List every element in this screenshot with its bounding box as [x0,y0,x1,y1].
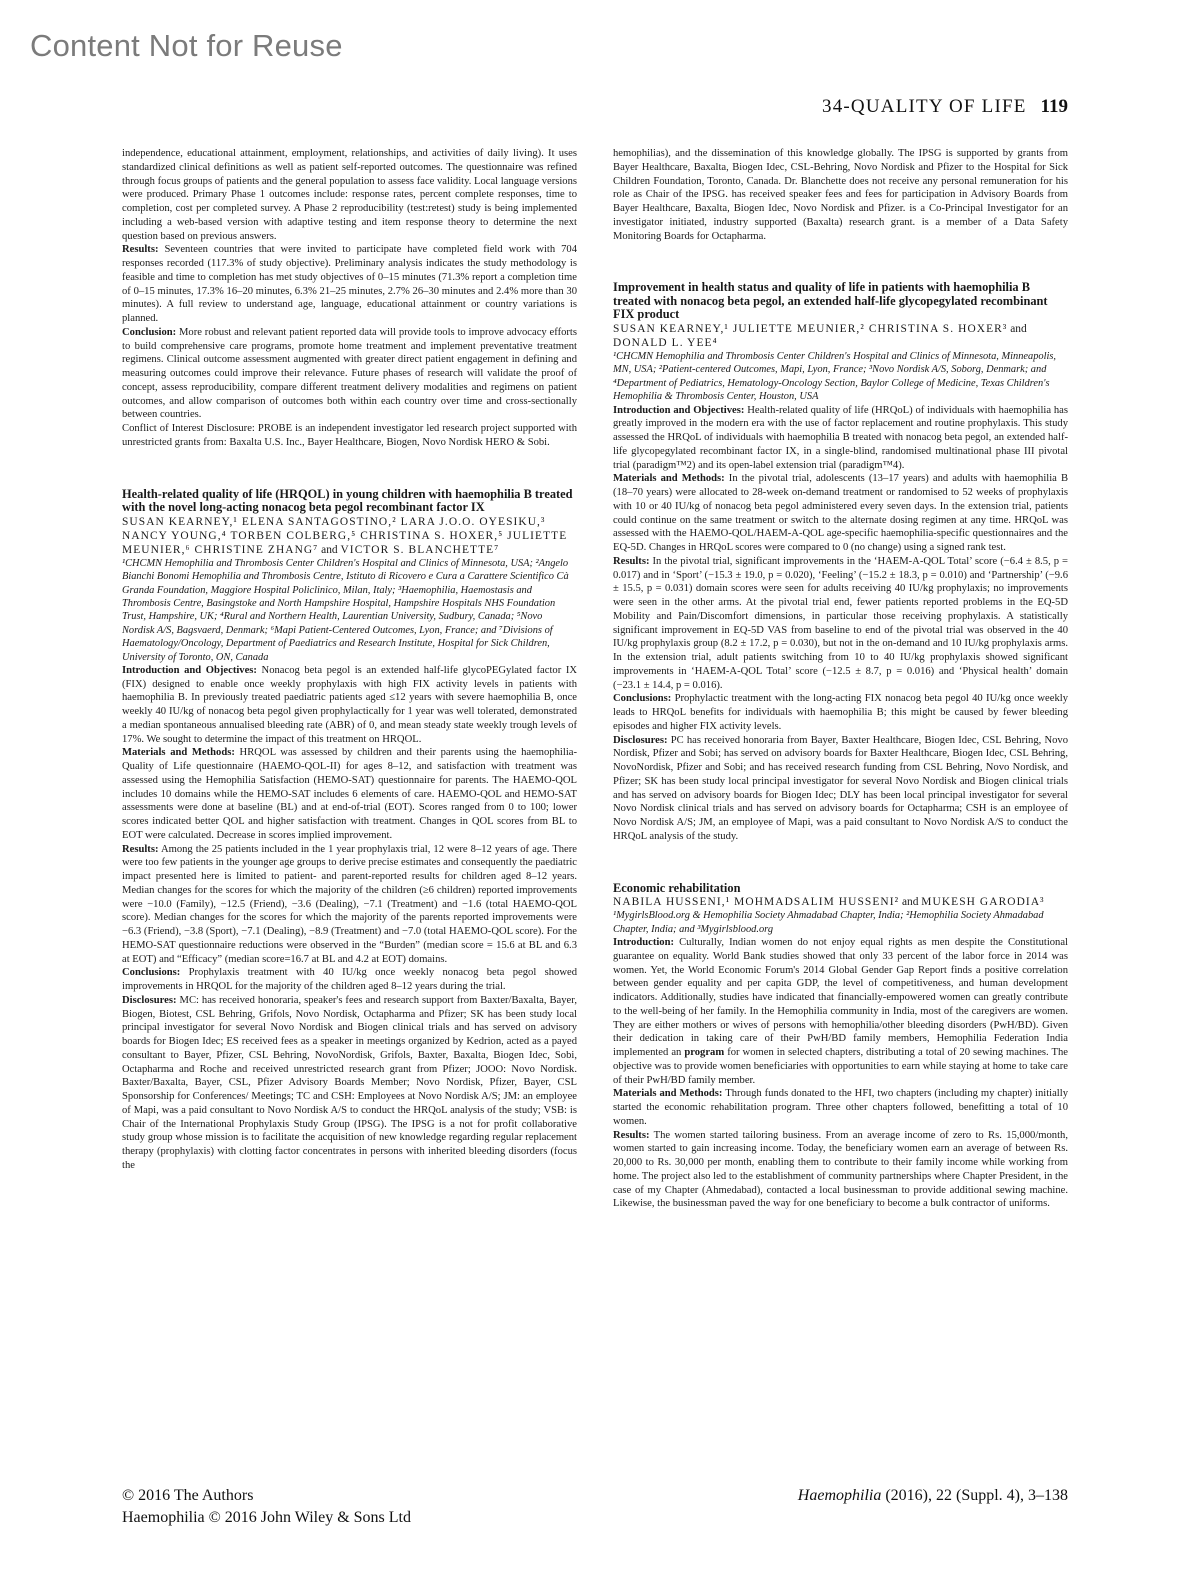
abstract-title: Improvement in health status and quality of life in patients with haemophilia B treated with nonacog beta pegol, an extended half-life glycopegylated recombinant FIX product [613,280,1048,322]
running-head [822,96,1068,118]
continued-intro-text: independence, educational attainment, employment, relationships, and activities of daily living). It uses standardized clinical definitions as well as patient self-reported outcomes. The questionnaire was refined through focus groups of patients and the general population to assess face validity. Local language versions were produced. Primary Phase 1 outcomes include: response rates, percent complete responses, time to completion, cost per completed survey. A Phase 2 reproducibility (test:retest) study is being implemented including a web-based version with adaptive testing and item response theory to determine the next question based on previous answers. [122,148,577,242]
results-section: Results: The women started tailoring business. From an average income of zero to Rs. 15,000/month, women started to gain increasing income. Today, the beneficiary women earn an average of between Rs. 20,000 to Rs. 30,000 per month, enabling them to contribute to their family income while working from home. The project also led to the establishment of community partnerships where Chapter President, in the case of my Chapter (Ahmedabad), contacted a local businessman to provide additional sewing machine. Likewise, the businessman paved the way for one beneficiary to become a bulk contractor of uniforms. [613,1129,1068,1210]
intro-section: Introduction and Objectives: Health-related quality of life (HRQoL) of individuals with haemophilia has greatly improved in the modern era with the use of factor replacement and routine prophylaxis. This study assessed the HRQoL of individuals with haemophilia B treated with nonacog beta pegol, an extended half-life glycopegylated recombinant factor IX, in a single-blind, randomised multinational phase III pivotal trial (paradigm™2) and its open-label extension trial (paradigm™4). [613,404,1068,471]
continued-conclusion-section [122,326,577,422]
results-section: Results: Among the 25 patients included in the 1 year prophylaxis trial, 12 were 8–12 years of age. There were too few patients in the younger age groups to derive precise estimates and consequently the paediatric impact presented here is limited to patient- and parent-reported results for children aged 8–12 years. Median changes for the scores for which the majority of the children (≥6 children) reported improvements were −10.0 (Family), −12.5 (Friend), −3.6 (Dealing), −7.1 (Treatment) and −1.6 (total HAEMO-QOL score). Median changes for the scores for which the majority of the parents reported improvements were −6.3 (Friend), −3.8 (Sport), −7.1 (Dealing), −8.9 (Treatment) and −7.0 (total HAEMO-QOL score). For the HEMO-SAT questionnaire reductions were observed in the “Burden” (median score = 15.6 at BL and 6.3 at EOT) and “Efficacy” (median score=16.7 at BL and 4.2 at EOT) domains. [122,843,577,965]
intro-section: Introduction and Objectives: Nonacog beta pegol is an extended half-life glycoPEGylated factor IX (FIX) designed to enable once weekly prophylaxis with high FIX activity levels in patients with haemophilia B. In previously treated paediatric patients aged ≤12 years with severe haemophilia B, once weekly 40 IU/kg of nonacog beta pegol given prophylactically for 1 year was well tolerated, demonstrated a median spontaneous annualised bleeding rate (ABR) of 0, and mean steady state weekly trough levels of 17%. We sought to determine the impact of this treatment on HRQOL. [122,664,578,745]
abstract-title: Health-related quality of life (HRQOL) in young children with haemophilia B treated with the novel long-acting nonacog beta pegol recombinant factor IX [122,486,573,515]
footer-copyright [122,1485,411,1529]
program-keyword: program [684,1047,725,1059]
right-column [613,147,1068,1211]
results-section: Results: In the pivotal trial, significant improvements in the ‘HAEM-A-QOL Total’ score (−6.4 ± 8.5, p = 0.017) and in ‘Sport’ (−15.3 ± 19.0, p = 0.020), ‘Feeling’ (−15.2 ± 18.3, p = 0.010) and ‘Partnership’ (−9.6 ± 15.5, p = 0.031) domain scores were seen for adults receiving 40 IU/kg prophylaxis; no improvements were seen in the other arms. At the pivotal trial end, fewer patients reported problems in the EQ-5D Mobility and Pain/Discomfort dimensions, in particular those receiving prophylaxis. A statistically significant improvement in EQ-5D VAS from baseline to end of the pivotal trial was observed in the 40 IU/kg prophylaxis group (8.2 ± 17.2, p = 0.030), but not in the on-demand and 10 IU/kg prophylaxis arms. In the extension trial, adult patients switching from 10 to 40 IU/kg prophylaxis showed significant improvements in ‘HAEM-A-QOL Total’ score (−12.5 ± 8.7, p = 0.016) and ‘Physical health’ domain (−23.1 ± 14.4, p = 0.016). [613,555,1068,691]
page-number: 119 [1040,96,1068,117]
left-column [122,147,577,1173]
disclosures-section: Disclosures: MC: has received honoraria, speaker's fees and research support from Baxter/Baxalta, Bayer, Biogen, Biotest, CSL Behring, Grifols, Novo Nordisk, Octapharma and Pfizer; SK has been study local principal investigator for several Novo Nordisk and Biogen clinical trials and has served on advisory boards for Biogen Idec; ES received fees as a speaker in meetings organized by Kedrion, acted as a payed consultant to Bayer, Pfizer, CSL Behring, NovoNordisk, Grifols, Baxter, Baxalta, Biogen Idec, Sobi, Octapharma and Roche and received unrestricted research grant from Pfizer; JOOO: Novo Nordisk. Baxter/Baxalta, Bayer, CSL, Pfizer Advisory Boards Member; Novo Nordisk, Pfizer, Bayer, CSL Sponsorship for Conferences/ Meetings; TC and CSH: Employees at Novo Nordisk A/S; JM: an employee of Mapi, was a paid consultant to Novo Nordisk A/S to conduct the HRQoL analysis of the study; VSB: is Chair of the International Prophylaxis Study Group (IPSG). The IPSG is a not for profit collaborative study group whose mission is to facilitate the acquisition of new knowledge regarding regular replacement therapy (prophylaxis) with clotting factor concentrates in persons with inherited bleeding disorders (focus the [122,994,577,1171]
methods-section: Materials and Methods: Through funds donated to the HFI, two chapters (including my chapter) initially started the economic rehabilitation program. Three other chapters followed, benefitting a total of 10 women. [613,1088,1068,1127]
intro-section: Introduction: Culturally, Indian women do not enjoy equal rights as men despite the Constitutional guarantee on equality. World Bank studies showed that only 33 percent of the labor force in 2014 was women. Yet, the World Economic Forum's 2014 Global Gender Gap Report finds a positive correlation between gender equality and per capita GDP, the level of competitiveness, and human development indicators. Additionally, studies have indicated that financially-empowered women can greatly contribute to the well-being of her family. In the Hemophilia community in India, most of the caregivers are women. They are either mothers or wives of persons with hemophilia/other bleeding disorders (PwH/BD). Given their dedication in taking care of their PwH/BD family members, Hemophilia Federation India implemented an program for women in selected chapters, distributing a total of 20 sewing machines. The objective was to provide women beneficiaries with opportunities to earn while staying at home to take care of their PwH/BD family member. [613,937,1068,1086]
methods-section: Materials and Methods: HRQOL was assessed by children and their parents using the haemophilia-Quality of Life questionnaire (HAEMO-QOL-II) for ages 8–12, and satisfaction with treatment was assessed using the Hemophilia Satisfaction (HEMO-SAT) questionnaire for parents. The HAEMO-QOL includes 10 domains while the HEMO-SAT includes 6 elements of care. HAEMO-QOL and HEMO-SAT assessments were done at baseline (BL) and at end-of-trial (EOT). Scores ranged from 0 to 100; lower scores indicated better QOL and higher satisfaction with treatment. Changes in QOL scores from BL to EOT were calculated. Decrease in scores implied improvement. [122,747,577,841]
author-list: SUSAN KEARNEY,¹ JULIETTE MEUNIER,² CHRISTINA S. HOXER³ and DONALD L. YEE⁴ [613,323,1027,350]
results-text: Seventeen countries that were invited to participate have completed field work with 704 responses recorded (117.3% of study objective). Preliminary analysis indicates the study methodology is feasible and time to completion has met study objectives of 0–15 minutes (71.3% report a completion time of 0–15 minutes, 17.3% 16–20 minutes, 6.3% 21–25 minutes, 2.7% 26–30 minutes and 2.4% more than 30 minutes). A full review to understand age, language, educational attainment or country variations is planned. [122,244,577,324]
journal-name: Haemophilia [797,1487,882,1504]
citation-text: (2016), 22 (Suppl. 4), 3–138 [881,1487,1068,1504]
watermark: Content Not for Reuse [30,28,343,63]
footer-citation [798,1485,1068,1507]
conflict-of-interest-text: Conflict of Interest Disclosure: PROBE is an independent investigator led research project supported with unrestricted grants from: Baxalta U.S. Inc., Bayer Healthcare, Biogen, Novo Nordisk HERO & Sobi. [122,423,577,448]
copyright-publisher: Haemophilia © 2016 John Wiley & Sons Ltd [122,1509,411,1526]
continued-results-section [122,243,577,326]
author-affiliations: ¹MygirlsBlood.org & Hemophilia Society Ahmadabad Chapter, India; ²Hemophilia Society Ahmadabad Chapter, India; and ³Mygirlsblood.org [613,910,1044,935]
author-affiliations: ¹CHCMN Hemophilia and Thrombosis Center Children's Hospital and Clinics of Minnesota, USA; ²Angelo Bianchi Bonomi Hemophilia and Thrombosis Centre, Istituto di Ricovero e Cura a Carattere Scientifico Cà Granda Foundation, Maggiore Hospital Policlinico, Milan, Italy; ³Haemophilia, Haemostasis and Thrombosis Centre, Basingstoke and North Hampshire Hospital, Hampshire Hospitals NHS Foundation Trust, Hampshire, UK; ⁴Rural and Northern Health, Laurentian University, Sudbury, Canada; ⁵Novo Nordisk A/S, Bagsvaerd, Denmark; ⁶Mapi Patient-Centered Outcomes, Lyon, France; and ⁷Divisions of Haematology/Oncology, Department of Paediatrics and Research Institute, Hospital for Sick Children, University of Toronto, ON, Canada [122,557,569,663]
conclusions-section: Conclusions: Prophylaxis treatment with 40 IU/kg once weekly nonacog beta pegol showed improvements in HRQOL for the majority of the children aged 8–12 years during the trial. [122,967,577,993]
conclusion-label: Conclusion: [122,326,177,338]
section-title: 34-QUALITY OF LIFE [822,96,1027,117]
methods-section: Materials and Methods: In the pivotal trial, adolescents (13–17 years) and adults with haemophilia B (18–70 years) were allocated to 28-week on-demand treatment or randomised to 52 weeks of prophylaxis with 10 or 40 IU/kg of nonacog beta pegol administered every seven days. In the extension trial, patients could continue on the same treatment or switch to the alternate dosing regimen at any time. HRQoL was assessed with the HAEMO-QOL/HAEM-A-QOL age-specific haemophilia-specific questionnaires and the EQ-5D. Changes in HRQoL scores were compared to 0 (no change) using a signed rank test. [613,473,1069,554]
author-list: NABILA HUSSENI,¹ MOHMADSALIM HUSSENI² and MUKESH GARODIA³ [613,896,1045,909]
disclosures-section: Disclosures: PC has received honoraria from Bayer, Baxter Healthcare, Biogen Idec, CSL Behring, Novo Nordisk, Pfizer and Sobi; has served on advisory boards for Baxter Healthcare, Biogen Idec, CSL Behring, NovoNordisk, Pfizer and Sobi; and has received research funding from CSL Behring, Novo Nordisk, and Pfizer; SK has been study local principal investigator for several Novo Nordisk and Biogen clinical trials and has served on advisory boards for Biogen Idec; DLY has been local principal investigator for several Novo Nordisk clinical trials and has served on advisory boards for Octapharma; CSH is an employee of Novo Nordisk A/S; JM, an employee of Mapi, was a paid consultant to Novo Nordisk A/S to conduct the HRQoL analysis of the study. [613,734,1068,842]
abstract-title: Economic rehabilitation [613,880,741,895]
copyright-authors: © 2016 The Authors [122,1487,254,1504]
author-list: SUSAN KEARNEY,¹ ELENA SANTAGOSTINO,² LARA J.O.O. OYESIKU,³ NANCY YOUNG,⁴ TORBEN COLBERG,⁵ CHRISTINA S. HOXER,⁵ JULIETTE MEUNIER,⁶ CHRISTINE ZHANG⁷ and VICTOR S. BLANCHETTE⁷ [122,515,568,556]
continued-disclosures-text: hemophilias), and the dissemination of this knowledge globally. The IPSG is supported by grants from Bayer Healthcare, Baxalta, Biogen Idec, CSL-Behring, Novo Nordisk and Pfizer to the Hospital for Sick Children Foundation, Toronto, Canada. Dr. Blanchette does not receive any personal remuneration for his role as Chair of the IPSG. has received speaker fees and fees for participation in Advisory Boards from Bayer Healthcare, Baxalta, Biogen Idec, Novo Nordisk and Pfizer. is a Co-Principal Investigator for an investigator initiated, industry supported (Baxalta) research grant. is a member of a Data Safety Monitoring Boards for Octapharma. [613,148,1068,242]
results-label: Results: [122,244,159,256]
conclusions-section: Conclusions: Prophylactic treatment with the long-acting FIX nonacog beta pegol 40 IU/kg once weekly leads to HRQoL benefits for individuals with haemophilia B; this might be caused by fewer bleeding episodes and higher FIX activity levels. [613,693,1068,732]
conclusion-text: More robust and relevant patient reported data will provide tools to improve advocacy efforts to build comprehensive care programs, promote home treatment and implement preventative treatment regimens. Clinical outcome assessment augmented with greater direct patient engagement in defining and measuring outcomes could improve their relevance. Future phases of research will validate the proof of concept, assess reproducibility, compare different treatment delivery modalities and regimens on patient outcomes, and allow comparison of outcomes both within each country over time and cross-sectionally between countries. [122,326,577,421]
author-affiliations: ¹CHCMN Hemophilia and Thrombosis Center Children's Hospital and Clinics of Minnesota, Minneapolis, MN, USA; ²Patient-centered Outcomes, Mapi, Lyon, France; ³Novo Nordisk A/S, Soborg, Denmark; and ⁴Department of Pediatrics, Hematology-Oncology Section, Baylor College of Medicine, Texas Children's Hemophilia & Thrombosis Center, Houston, USA [613,351,1057,403]
